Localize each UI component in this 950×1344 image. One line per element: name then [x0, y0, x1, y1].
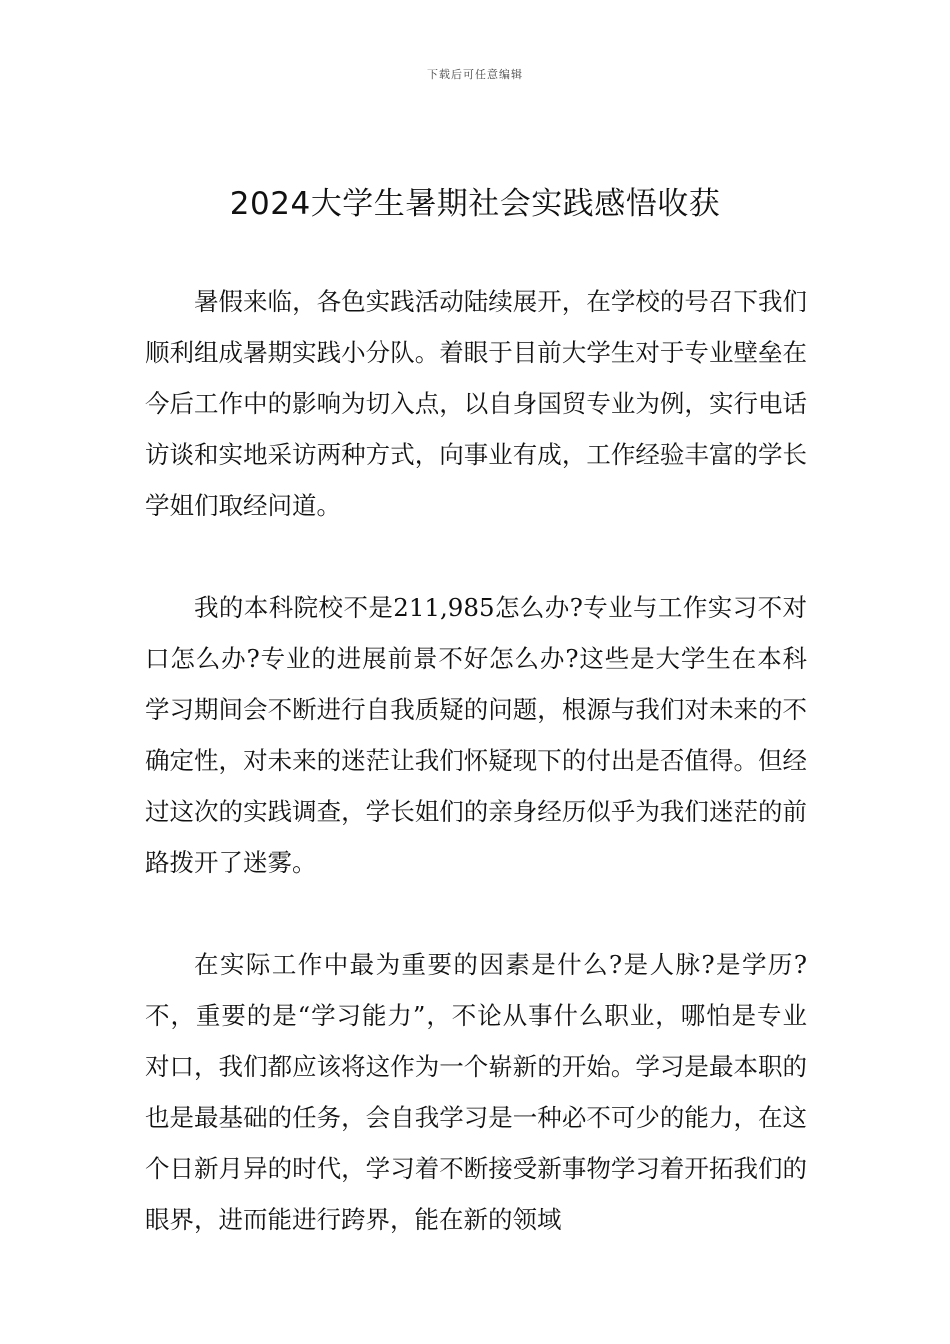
document-title: 2024大学生暑期社会实践感悟收获: [229, 186, 721, 222]
paragraph: 我的本科院校不是211,985怎么办?专业与工作实习不对口怎么办?专业的进展前景不好怎么办?这些是大学生在本科学习期间会不断进行自我质疑的问题，根源与我们对未来的不确定性，对未来的迷茫让我们怀疑现下的付出是否值得。但经过这次的实践调查，学长姐们的亲身经历似乎为我们迷茫的前路拨开了迷雾。: [145, 593, 807, 877]
document-body: [145, 276, 807, 1245]
paragraph: 暑假来临，各色实践活动陆续展开，在学校的号召下我们顺利组成暑期实践小分队。着眼于目前大学生对于专业壁垒在今后工作中的影响为切入点，以自身国贸专业为例，实行电话访谈和实地采访两种方式，向事业有成，工作经验丰富的学长学姐们取经问道。: [145, 287, 807, 520]
paragraph: 在实际工作中最为重要的因素是什么?是人脉?是学历?不，重要的是“学习能力”，不论从事什么职业，哪怕是专业对口，我们都应该将这作为一个崭新的开始。学习是最本职的也是最基础的任务，会自我学习是一种必不可少的能力，在这个日新月异的时代，学习着不断接受新事物学习着开拓我们的眼界，进而能进行跨界，能在新的领域: [145, 950, 807, 1234]
header-note: 下载后可任意编辑: [427, 68, 523, 81]
